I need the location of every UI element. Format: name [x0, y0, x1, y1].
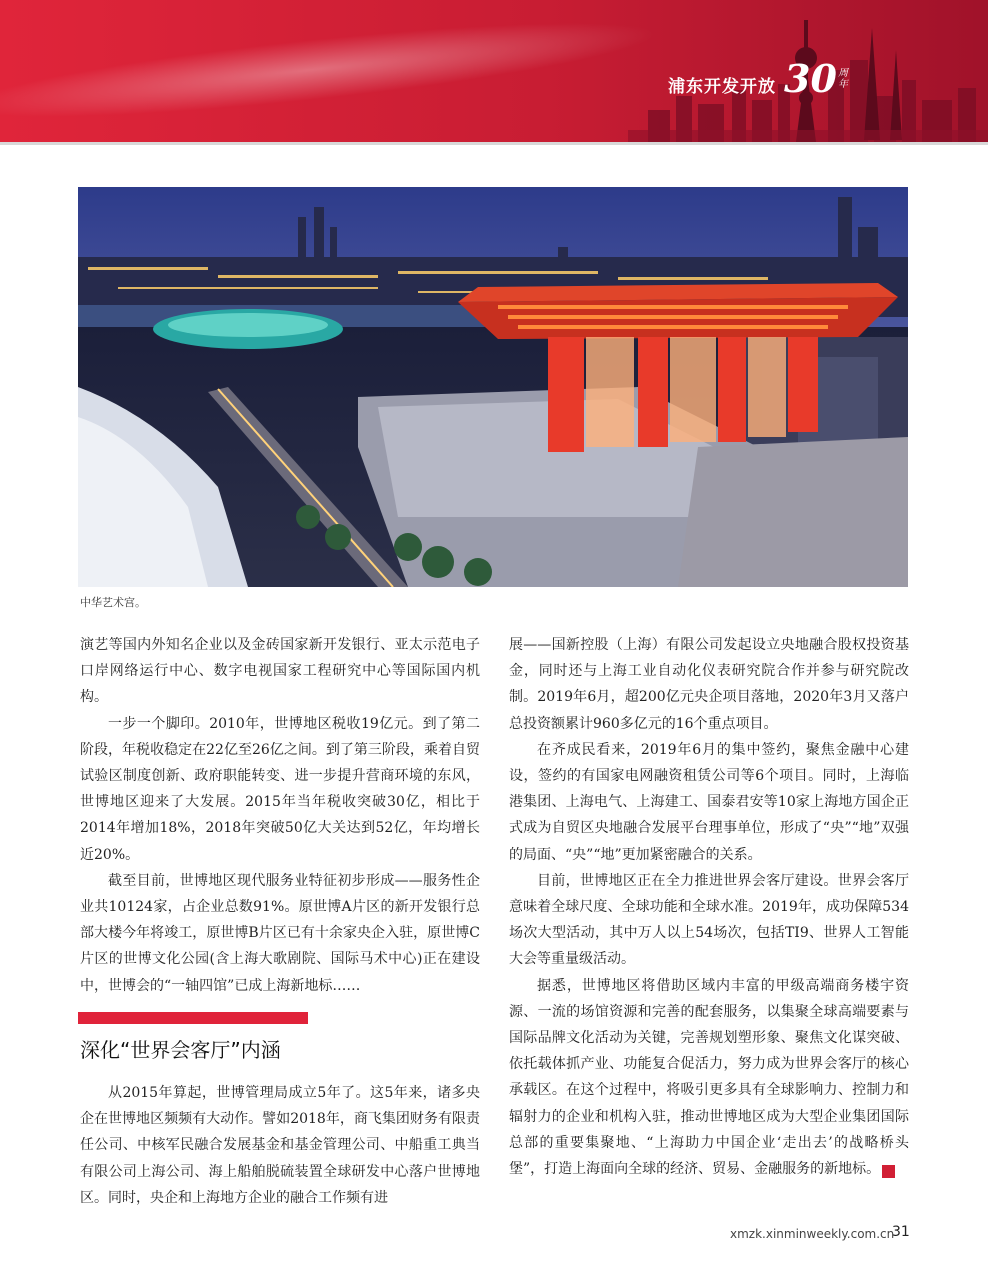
- banner-divider: [0, 142, 988, 145]
- paragraph: 展——国新控股（上海）有限公司发起设立央地融合股权投资基金，同时还与上海工业自动化仪表研究院合作并参与研究院改制。2019年6月，超200亿元央企项目落地，2020年3月又落户总投资额累计960多亿元的16个重点项目。: [509, 637, 909, 732]
- banner-anniversary-number: 30: [784, 56, 837, 101]
- banner-title: 浦东开发开放: [668, 77, 776, 97]
- paragraph-final-text: 据悉，世博地区将借助区域内丰富的甲级高端商务楼宇资源、一流的场馆资源和完善的配套服务，以集聚全球高端要素与国际品牌文化活动为关键，完善规划塑形象、聚焦文化谋突破、依托载体抓产业、功能复合促活力，努力成为世界会客厅的核心承载区。在这个过程中，将吸引更多具有全球影响力、控制力和辐射力的企业和机构入驻，推动世博地区成为大型企业集团国际总部的重要集聚地、“上海助力中国企业‘走出去’的战略桥头堡”，打造上海面向全球的经济、贸易、金融服务的新地标。: [509, 977, 909, 1178]
- end-mark-icon: R: [882, 1165, 895, 1178]
- paragraph: 截至目前，世博地区现代服务业特征初步形成——服务性企业共10124家，占企业总数91%。原世博A片区的新开发银行总部大楼今年将竣工，原世博B片区已有十余家央企入驻，原世博C片区的世博文化公园(含上海大歌剧院、国际马术中心)正在建设中，世博会的“一轴四馆”已成上海新地标……: [80, 872, 480, 994]
- section-title: 深化“世界会客厅”内涵: [80, 1038, 281, 1062]
- paragraph: 一步一个脚印。2010年，世博地区税收19亿元。到了第二阶段，年税收稳定在22亿至26亿之间。到了第三阶段，乘着自贸试验区制度创新、政府职能转变、进一步提升营商环境的东风，世博地区迎来了大发展。2015年当年税收突破30亿，相比于2014年增加18%，2018年突破50亿大关达到52亿，年均增长近20%。: [80, 715, 480, 863]
- photo-caption: 中华艺术宫。: [80, 596, 146, 609]
- right-column: [509, 632, 918, 1182]
- paragraph: 目前，世博地区正在全力推进世界会客厅建设。世界会客厅意味着全球尺度、全球功能和全球水准。2019年，成功保障534场次大型活动，其中万人以上54场次，包括TI9、世界人工智能大会等重量级活动。: [509, 872, 909, 968]
- footer-url: xmzk.xinminweekly.com.cn: [730, 1227, 895, 1241]
- left-column: [80, 632, 480, 999]
- paragraph-final: [509, 973, 918, 1183]
- paragraph: 从2015年算起，世博管理局成立5年了。这5年来，诸多央企在世博地区频频有大动作。譬如2018年，商飞集团财务有限责任公司、中核军民融合发展基金和基金管理公司、中船重工典当有限公司上海公司、海上船舶脱硫装置全球研发中心落户世博地区。同时，央企和上海地方企业的融合工作频有进: [80, 1085, 480, 1206]
- paragraph: 在齐成民看来，2019年6月的集中签约，聚焦金融中心建设，签约的有国家电网融资租赁公司等6个项目。同时，上海临港集团、上海电气、上海建工、国泰君安等10家上海地方国企正式成为自贸区央地融合发展平台理事单位，形成了“央”“地”双强的局面、“央”“地”更加紧密融合的关系。: [509, 741, 909, 863]
- header-banner: [0, 0, 988, 142]
- paragraph: 演艺等国内外知名企业以及金砖国家新开发银行、亚太示范电子口岸网络运行中心、数字电视国家工程研究中心等国际国内机构。: [80, 637, 480, 706]
- china-art-museum-photo: [78, 187, 908, 587]
- banner-anniversary-suffix: 周年: [838, 68, 848, 90]
- banner-light-streak: [0, 4, 661, 137]
- left-column-section: [80, 1080, 480, 1211]
- section-accent-bar: [78, 1012, 308, 1024]
- page-number: 31: [892, 1224, 910, 1240]
